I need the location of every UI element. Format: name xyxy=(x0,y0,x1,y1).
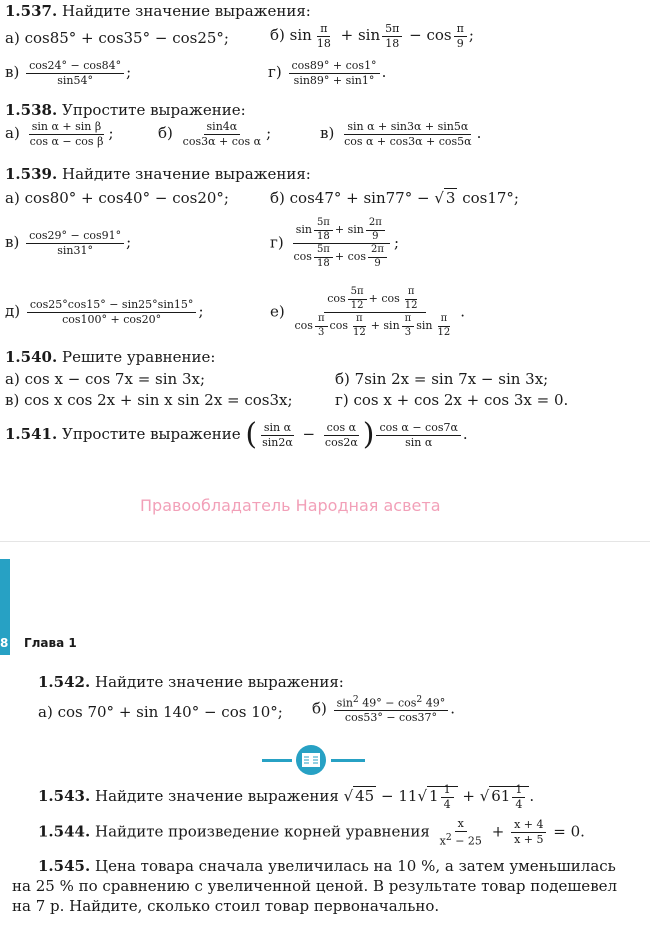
page-separator xyxy=(0,541,650,542)
problem-1-539-e: е) cos $\frac{5\pi}{12}$ + cos $\frac{\pi}{12}$ cos $\frac{\pi}{3}$ cos $\frac{\pi}{12}$ + sin $\frac{\pi}{3}$ sin $\frac{\pi}{12}$ . xyxy=(270,286,466,338)
problem-1-540-v: в) cos x cos 2x + sin x sin 2x = cos3x; xyxy=(5,391,293,409)
book-icon xyxy=(296,745,326,775)
problem-1-542-a: а) cos 70° + sin 140° − cos 10°; xyxy=(38,703,283,721)
problem-1-545-line3: на 7 р. Найдите, сколько стоил товар первоначально. xyxy=(12,897,440,915)
problem-1-545-line2: на 25 % по сравнению с увеличенной ценой. В результате товар подешевел xyxy=(12,877,618,895)
problem-1-541: 1.541. Упростите выражение ( $\frac{\text{sin α}}{\sin 2\alpha}$ − $\frac{\text{cos α}}{\cos 2\alpha}$ ) $\frac{\text{cos α − cos7α}}{\text{sin α}}$ . xyxy=(5,417,468,452)
problem-1-537-g: г) $\frac{\cos 89^\circ + \cos 1^\circ}{\sin 89^\circ + \sin 1^\circ}$ . xyxy=(268,59,387,87)
problem-1-539-b: б) cos47° + sin77° − √ 3 cos17°; xyxy=(270,189,519,207)
problem-1-537-header: 1.537. Найдите значение выражения: xyxy=(5,2,311,20)
problem-1-539-header: 1.539. Найдите значение выражения: xyxy=(5,165,311,183)
problem-1-539-d: д) $\frac{\cos 25^\circ\cos 15^\circ - \sin 25^\circ\sin 15^\circ}{\cos 100^\circ + \cos 20^\circ}$ ; xyxy=(5,298,204,326)
problem-1-545-line1: 1.545. Цена товара сначала увеличилась на 10 %, а затем уменьшилась xyxy=(38,857,616,875)
problem-1-539-v: в) $\frac{\cos 29^\circ - \cos 91^\circ}{\sin 31^\circ}$ ; xyxy=(5,229,132,257)
problem-1-540-g: г) cos x + cos 2x + cos 3x = 0. xyxy=(335,391,569,409)
chapter-title: Глава 1 xyxy=(24,636,77,650)
problem-1-538-v: в) $\frac{\text{sin α + sin3α + sin5α}}{\text{cos α + cos3α + cos5α}}$ . xyxy=(320,120,482,148)
problem-1-538-a: а) $\frac{\text{sin α + sin β}}{\text{cos α − cos β}}$ ; xyxy=(5,120,114,148)
problem-1-537-b: б) sin $\frac{\pi}{18}$ + sin $\frac{5\pi}{18}$ − cos $\frac{\pi}{9}$ ; xyxy=(270,22,474,50)
divider-right xyxy=(331,759,365,762)
page-number: 8 xyxy=(0,636,9,650)
problem-1-542-header: 1.542. Найдите значение выражения: xyxy=(38,673,344,691)
problem-1-539-a: а) cos80° + cos40° − cos20°; xyxy=(5,189,229,207)
problem-1-542-b: б) $\frac{\sin^2 49^\circ - \cos^2 49^\circ}{\cos 53^\circ - \cos 37^\circ}$ . xyxy=(312,694,455,725)
problem-1-537-a: а) cos85° + cos35° − cos25°; xyxy=(5,29,229,47)
problem-1-537-v: в) $\frac{\cos 24^\circ - \cos 84^\circ}{\sin 54^\circ}$ ; xyxy=(5,59,132,87)
problem-1-543: 1.543. Найдите значение выражения √ 45 − 11√ 1 $\frac{1}{4}$ + √ 61 $\frac{1}{4}$ . xyxy=(38,783,535,811)
copyright-watermark: Правообладатель Народная асвета xyxy=(140,496,441,515)
problem-1-539-g: г) sin $\frac{5\pi}{18}$ + sin $\frac{2\pi}{9}$ cos $\frac{5\pi}{18}$ + cos $\frac{2\pi}{9}$ ; xyxy=(270,217,400,269)
problem-1-544: 1.544. Найдите произведение корней уравнения $\frac{x}{x^2 - 25}$ + $\frac{x + 4}{x + 5}$ = 0. xyxy=(38,817,585,848)
divider-left xyxy=(262,759,292,762)
problem-1-540-header: 1.540. Решите уравнение: xyxy=(5,348,216,366)
problem-1-540-b: б) 7sin 2x = sin 7x − sin 3x; xyxy=(335,370,549,388)
problem-1-540-a: а) cos x − cos 7x = sin 3x; xyxy=(5,370,206,388)
problem-1-538-header: 1.538. Упростите выражение: xyxy=(5,101,246,119)
problem-1-538-b: б) $\frac{\sin 4\alpha}{\text{cos3α + cos α}}$ ; xyxy=(158,120,272,148)
